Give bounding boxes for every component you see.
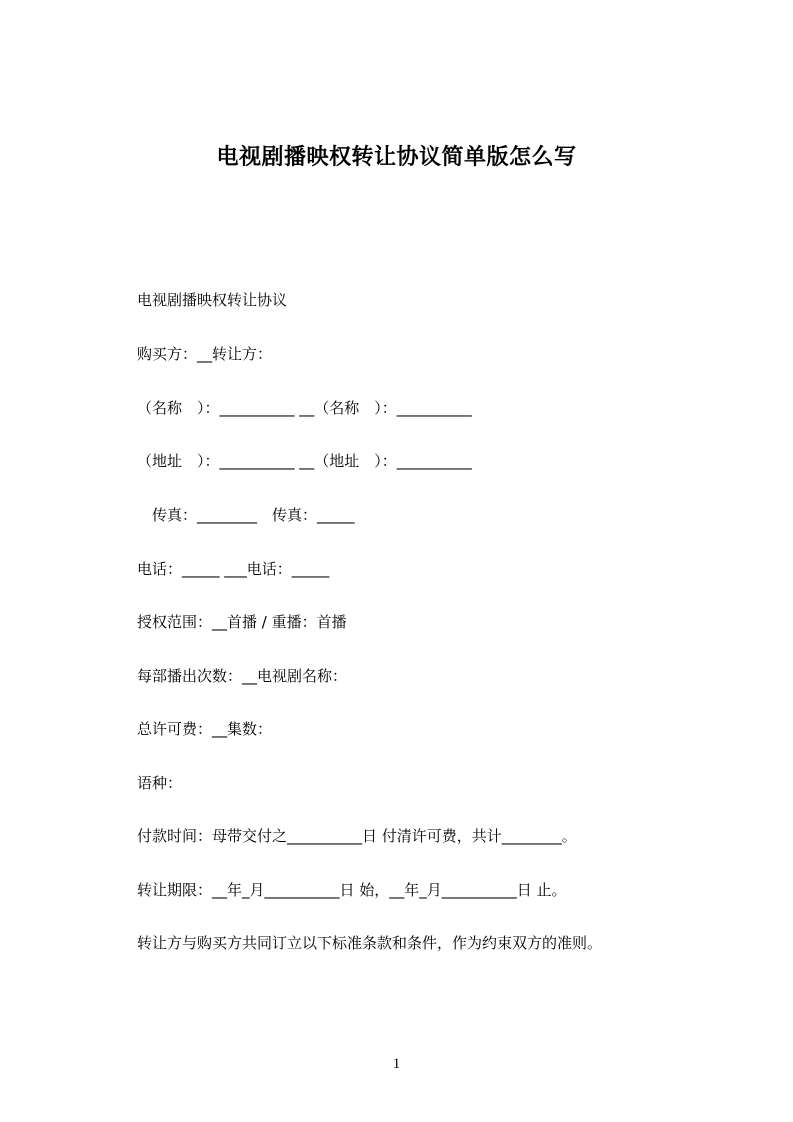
payment-time-line: 付款时间：母带交付之__________日 付清许可费，共计________。 <box>137 827 577 845</box>
fax-line: 传真：________ 传真：_____ <box>152 506 355 524</box>
phone-line: 电话：_____ ___电话：_____ <box>137 560 330 578</box>
terms-statement-line: 转让方与购买方共同订立以下标准条款和条件，作为约束双方的准则。 <box>137 934 603 952</box>
language-line: 语种： <box>137 774 183 792</box>
broadcast-count-line: 每部播出次数：__电视剧名称： <box>137 667 348 685</box>
address-line: （地址 ）：__________ __（地址 ）：__________ <box>137 452 472 470</box>
agreement-heading: 电视剧播映权转让协议 <box>137 291 288 309</box>
license-scope-line: 授权范围：__首播 / 重播：首播 <box>137 613 347 631</box>
transfer-period-line: 转让期限：__年_月__________日 始，__年_月__________日 止。 <box>137 881 567 899</box>
parties-line: 购买方：__转让方： <box>137 345 273 363</box>
document-title: 电视剧播映权转让协议简单版怎么写 <box>216 145 577 170</box>
page-number: 1 <box>392 1056 401 1072</box>
total-fee-line: 总许可费：__集数： <box>137 720 273 738</box>
name-line: （名称 ）：__________ __（名称 ）：__________ <box>137 399 472 417</box>
